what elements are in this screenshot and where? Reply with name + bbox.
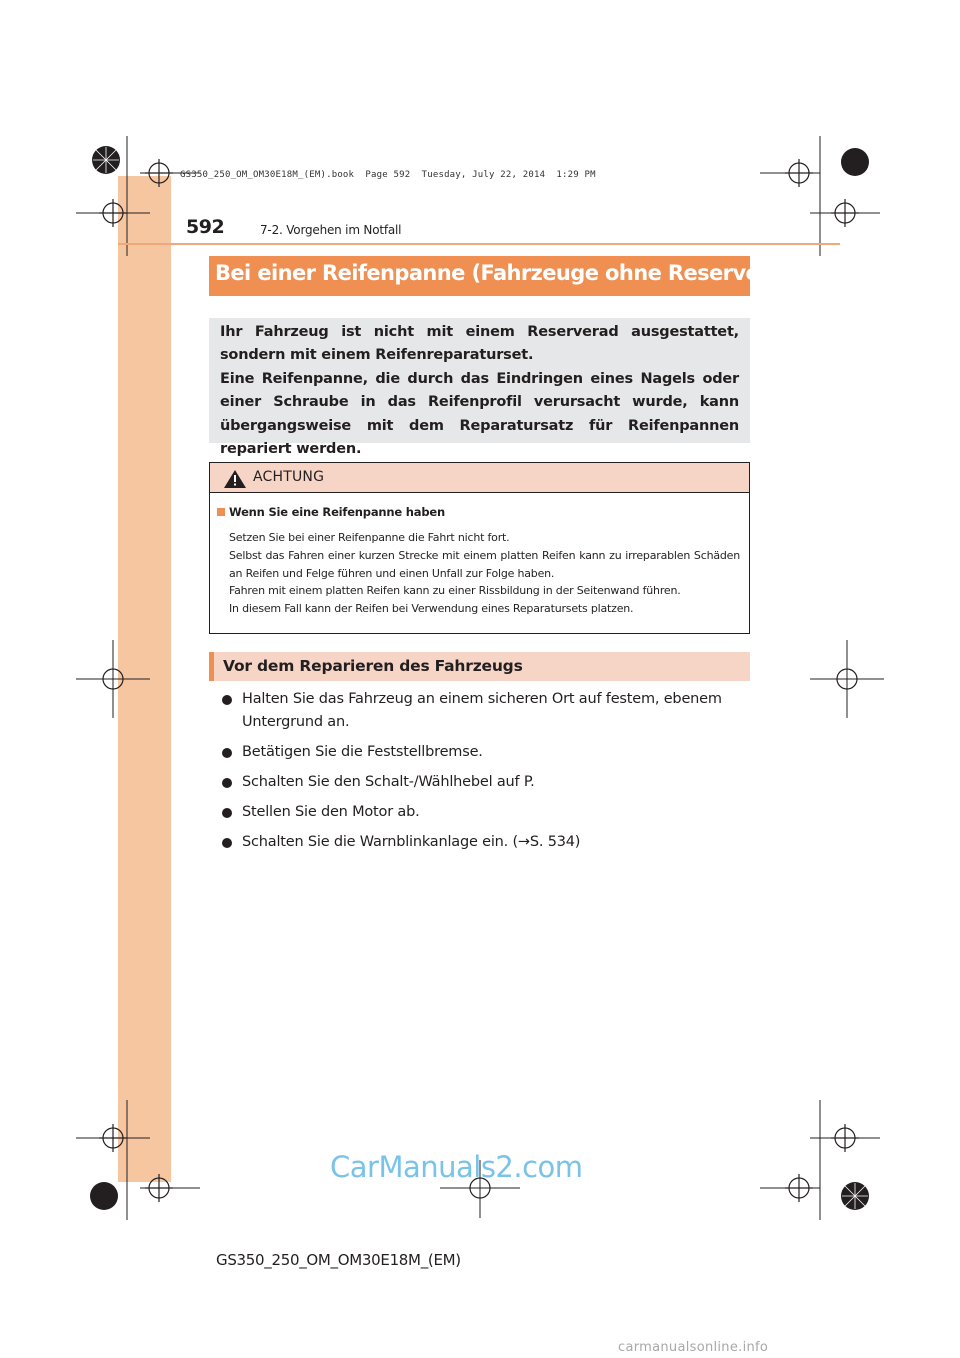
subsection-header	[209, 652, 750, 681]
section-label: 7-2. Vorgehen im Notfall	[260, 223, 402, 237]
page-number: 592	[186, 216, 225, 238]
caution-title: ACHTUNG	[253, 469, 325, 485]
caution-header	[210, 463, 749, 493]
bullet-icon	[222, 838, 232, 848]
page-title-bar	[209, 256, 806, 296]
list-item: Schalten Sie den Schalt-/Wählhebel auf P.	[222, 771, 749, 794]
bottom-watermark: carmanualsonline.info	[618, 1340, 769, 1355]
intro-box	[209, 318, 750, 457]
subsection-title: Vor dem Reparieren des Fahrzeugs	[223, 657, 523, 675]
bullet-icon	[222, 808, 232, 818]
caution-box	[209, 462, 750, 634]
caution-line: In diesem Fall kann der Reifen bei Verwendung eines Reparatursets platzen.	[229, 602, 634, 616]
watermark: CarManuals2.com	[330, 1150, 583, 1184]
intro-paragraph: Eine Reifenpanne, die durch das Eindringen eines Nagels oder einer Schraube in das Reifenprofil verursacht wurde, kann übergangsweise mit dem Reparatursatz für Reifenpannen repariert werden.	[220, 371, 739, 457]
subsection-accent	[209, 652, 214, 681]
caution-body	[229, 529, 740, 618]
caution-line: Setzen Sie bei einer Reifenpanne die Fahrt nicht fort.	[229, 531, 510, 544]
header-rule	[118, 243, 840, 245]
bullet-icon	[222, 748, 232, 758]
caution-line: Selbst das Fahren einer kurzen Strecke mit einem platten Reifen kann zu irreparablen Schäden an Reifen und Felge führen und einen Unfall zur Folge haben.	[229, 548, 740, 580]
list-item: Stellen Sie den Motor ab.	[222, 801, 749, 824]
caution-subheading: Wenn Sie eine Reifenpanne haben	[229, 505, 445, 519]
warning-icon	[224, 470, 246, 488]
bullet-icon	[222, 778, 232, 788]
list-item: Betätigen Sie die Feststellbremse.	[222, 741, 749, 764]
footer-code: GS350_250_OM_OM30E18M_(EM)	[216, 1251, 461, 1269]
list-item: Schalten Sie die Warnblinkanlage ein. (→S. 534)	[222, 831, 749, 854]
page-title: Bei einer Reifenpanne (Fahrzeuge ohne Reserverad)	[215, 261, 806, 285]
square-bullet-icon	[217, 508, 225, 516]
caution-line: Fahren mit einem platten Reifen kann zu einer Rissbildung in der Seitenwand führen.	[229, 584, 681, 598]
intro-paragraph: Ihr Fahrzeug ist nicht mit einem Reserverad ausgestattet, sondern mit einem Reifenreparaturset.	[220, 324, 739, 364]
list-item: Halten Sie das Fahrzeug an einem sicheren Ort auf festem, ebenem Untergrund an.	[222, 688, 749, 734]
bullet-icon	[222, 695, 232, 705]
file-stamp: GS350_250_OM_OM30E18M_(EM).book Page 592 Tuesday, July 22, 2014 1:29 PM	[180, 170, 596, 180]
